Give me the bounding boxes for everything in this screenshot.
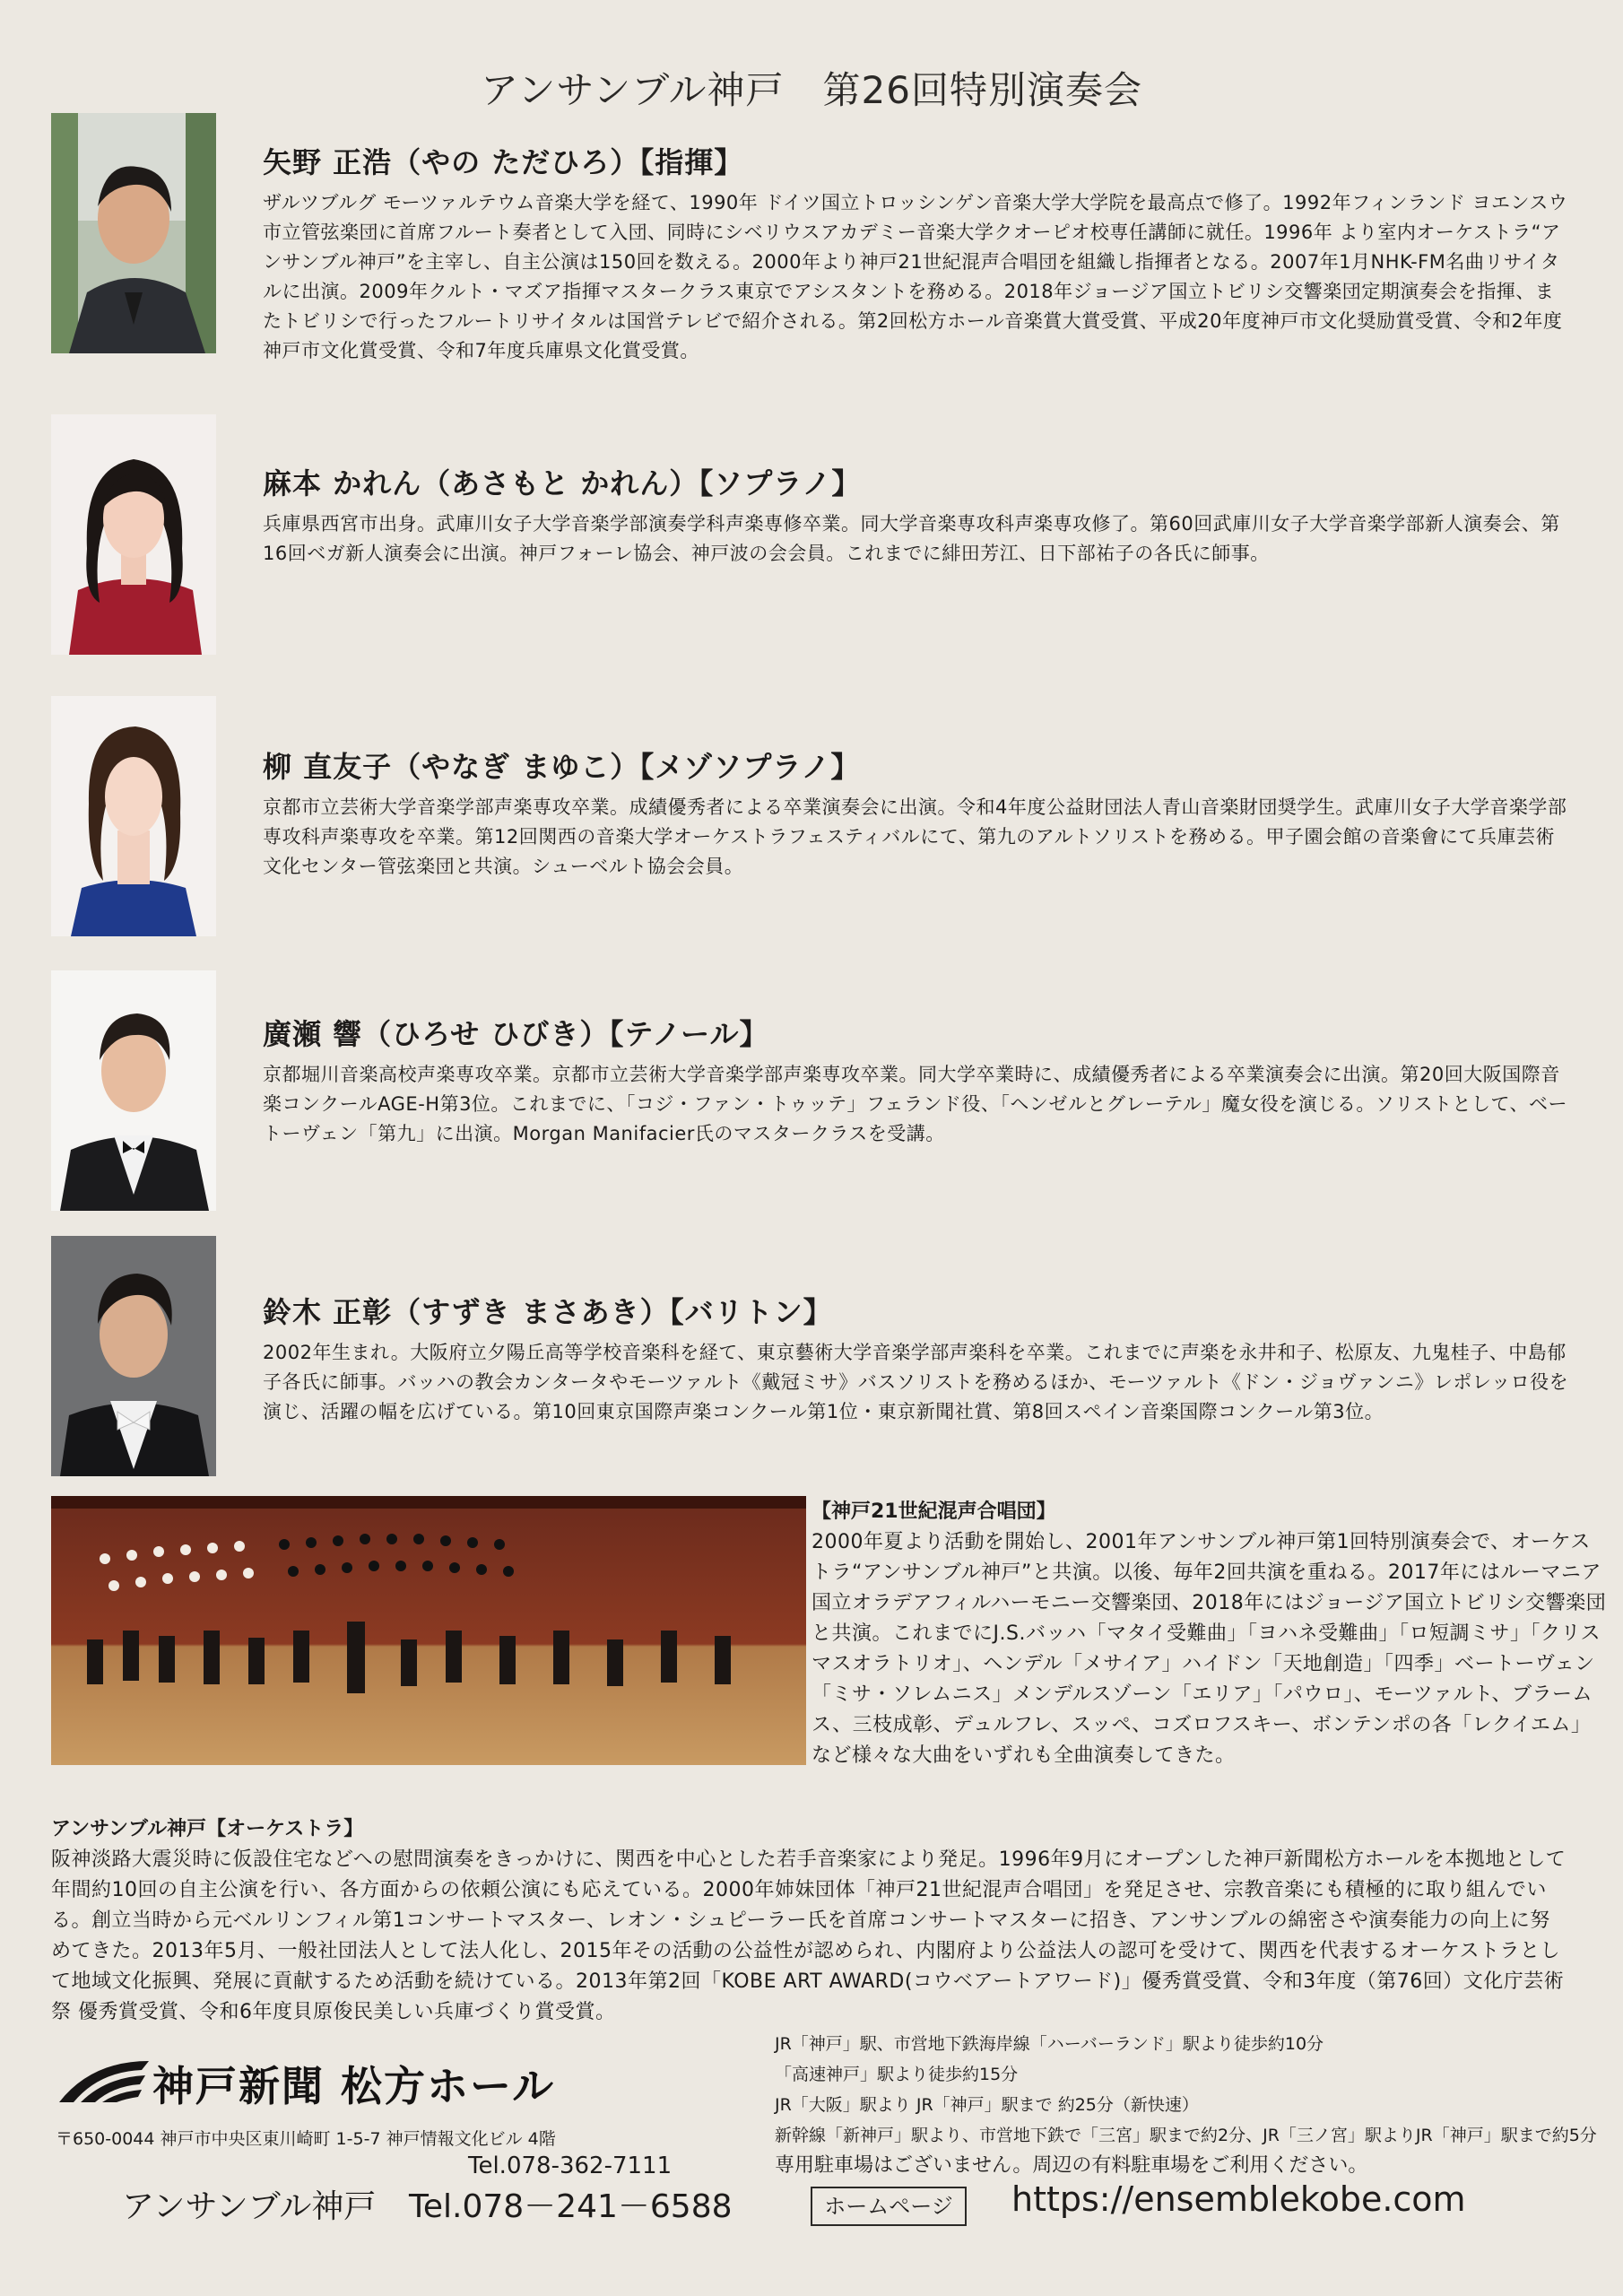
bio-body: 兵庫県西宮市出身。武庫川女子大学音楽学部演奏学科声楽専修卒業。同大学音楽専攻科声楽専攻修了。第60回武庫川女子大学音楽学部新人演奏会、第16回ベガ新人演奏会に出演。神戸フォーレ協会、神戸波の会会員。これまでに緋田芳江、日下部祐子の各氏に師事。: [263, 513, 1560, 564]
bio-body: ザルツブルグ モーツァルテウム音楽大学を経て、1990年 ドイツ国立トロッシンゲン音楽大学大学院を最高点で修了。1992年フィンランド ヨエンスウ市立管弦楽団に首席フルート奏者として入団、同時にシベリウスアカデミー音楽大学クオーピオ校専任講師に就任。1996年 より室内オーケストラ“アンサンブル神戸”を主宰し、自主公演は150回を数える。2000年より神戸21世紀混声合唱団を組織し指揮者となる。2007年1月NHK-FM名曲リサイタルに出演。2009年クルト・マズア指揮マスタークラス東京でアシスタントを務める。2018年ジョージア国立トビリシ交響楽団定期演奏会を指揮、またトビリシで行ったフルートリサイタルは国営テレビで紹介される。第2回松方ホール音楽賞大賞受賞、平成20年度神戸市文化奨励賞受賞、令和2年度神戸市文化賞受賞、令和7年度兵庫県文化賞受賞。: [263, 192, 1568, 361]
bio-body: 京都堀川音楽高校声楽専攻卒業。京都市立芸術大学音楽学部声楽専攻卒業。同大学卒業時に、成績優秀者による卒業演奏会に出演。第20回大阪国際音楽コンクールAGE-H第3位。これまでに、「コジ・ファン・トゥッテ」フェランド役、「ヘンゼルとグレーテル」魔女役を演じる。ソリストとして、ベートーヴェン「第九」に出演。Morgan Manifacier氏のマスタークラスを受講。: [263, 1064, 1568, 1144]
access-line: 専用駐車場はございません。周辺の有料駐車場をご利用ください。: [775, 2154, 1368, 2177]
access-line: JR「大阪」駅より JR「神戸」駅まで 約25分（新快速）: [775, 2095, 1199, 2115]
baritone-photo: [51, 1236, 216, 1476]
orchestra-body: 阪神淡路大震災時に仮設住宅などへの慰問演奏をきっかけに、関西を中心とした若手音楽家により発足。1996年9月にオープンした神戸新聞松方ホールを本拠地として年間約10回の自主公演を行い、各方面からの依頼公演にも応えている。2000年姉妹団体「神戸21世紀混声合唱団」を発足させ、宗教音楽にも積極的に取り組んでいる。創立当時から元ベルリンフィル第1コンサートマスター、レオン・シュピーラー氏を首席コンサートマスターに招き、アンサンブルの綿密さや演奏能力の向上に努めてきた。2013年5月、一般社団法人として法人化し、2015年その活動の公益性が認められ、内閣府より公益法人の認可を受けて、関西を代表するオーケストラとして地域文化振興、発展に貢献するため活動を続けている。2013年第2回「KOBE ART AWARD(コウベアートアワード)」優秀賞受賞、令和3年度（第76回）文化庁芸術祭 優秀賞受賞、令和6年度貝原俊民美しい兵庫づくり賞受賞。: [51, 1848, 1567, 2023]
bio-name: 麻本 かれん（あさもと かれん）【ソプラノ】: [263, 466, 862, 500]
org-name: アンサンブル神戸: [122, 2188, 377, 2225]
homepage-url[interactable]: https://ensemblekobe.com: [1011, 2179, 1466, 2219]
access-line: JR「神戸」駅、市営地下鉄海岸線「ハーバーランド」駅より徒歩約10分: [775, 2034, 1324, 2054]
access-line: 新幹線「新神戸」駅より、市営地下鉄で「三宮」駅まで約2分、JR「三ノ宮」駅よりJR「神戸」駅まで約5分: [775, 2126, 1597, 2145]
bio-name: 矢野 正浩（やの ただひろ）【指揮】: [263, 145, 744, 179]
choir-heading: 【神戸21世紀混声合唱団】: [812, 1500, 1056, 1523]
bio-body: 京都市立芸術大学音楽学部声楽専攻卒業。成績優秀者による卒業演奏会に出演。令和4年度公益財団法人青山音楽財団奨学生。武庫川女子大学音楽学部専攻科声楽専攻を卒業。第12回関西の音楽大学オーケストラフェスティバルにて、第九のアルトソリストを務める。甲子園会館の音楽會にて兵庫芸術文化センター管弦楽団と共演。シューベルト協会会員。: [263, 796, 1567, 877]
tenor-photo: [51, 970, 216, 1211]
venue-tel: Tel.078-362-7111: [468, 2152, 673, 2179]
concert-photo: [51, 1496, 806, 1765]
soprano-photo: [51, 414, 216, 655]
venue-logo-mark-icon: [56, 2056, 154, 2109]
orchestra-section: [51, 1813, 1569, 2028]
org-tel[interactable]: Tel.078－241－6588: [409, 2188, 733, 2225]
page-title: アンサンブル神戸 第26回特別演奏会: [481, 68, 1142, 112]
venue-address: 〒650-0044 神戸市中央区東川崎町 1-5-7 神戸情報文化ビル 4階: [56, 2129, 556, 2149]
access-info: [775, 2029, 1597, 2181]
mezzo-soprano-photo: [51, 696, 216, 936]
conductor-photo: [51, 113, 216, 353]
bio-body: 2002年生まれ。大阪府立夕陽丘高等学校音楽科を経て、東京藝術大学音楽学部声楽科を卒業。これまでに声楽を永井和子、松原友、九鬼桂子、中島郁子各氏に師事。バッハの教会カンタータやモーツァルト《戴冠ミサ》バスソリストを務めるほか、モーツァルト《ドン・ジョヴァンニ》レポレッロ役を演じ、活躍の幅を広げている。第10回東京国際声楽コンクール第1位・東京新聞社賞、第8回スペイン音楽国際コンクール第3位。: [263, 1342, 1569, 1422]
bio-name: 鈴木 正彰（すずき まさあき）【バリトン】: [263, 1295, 833, 1329]
choir-body: 2000年夏より活動を開始し、2001年アンサンブル神戸第1回特別演奏会で、オーケストラ“アンサンブル神戸”と共演。以後、毎年2回共演を重ねる。2017年にはルーマニア国立オラデアフィルハーモニー交響楽団、2018年にはジョージア国立トビリシ交響楽団と共演。これまでにJ.S.バッハ「マタイ受難曲」「ヨハネ受難曲」「ロ短調ミサ」「クリスマスオラトリオ」、ヘンデル「メサイア」ハイドン「天地創造」「四季」ベートーヴェン「ミサ・ソレムニス」メンデルスゾーン「エリア」「パウロ」、モーツァルト、ブラームス、三枝成彰、デュルフレ、スッペ、コズロフスキー、ボンテンポの各「レクイエム」など様々な大曲をいずれも全曲演奏してきた。: [812, 1531, 1607, 1767]
access-line: 「高速神戸」駅より徒歩約15分: [775, 2065, 1019, 2084]
orchestra-heading: アンサンブル神戸【オーケストラ】: [51, 1818, 364, 1840]
bio-name: 柳 直友子（やなぎ まゆこ）【メゾソプラノ】: [263, 750, 861, 784]
venue-name: 神戸新聞 松方ホール: [152, 2062, 556, 2110]
bio-name: 廣瀬 響（ひろせ ひびき）【テノール】: [263, 1017, 769, 1051]
homepage-label: ホームページ: [811, 2187, 967, 2226]
